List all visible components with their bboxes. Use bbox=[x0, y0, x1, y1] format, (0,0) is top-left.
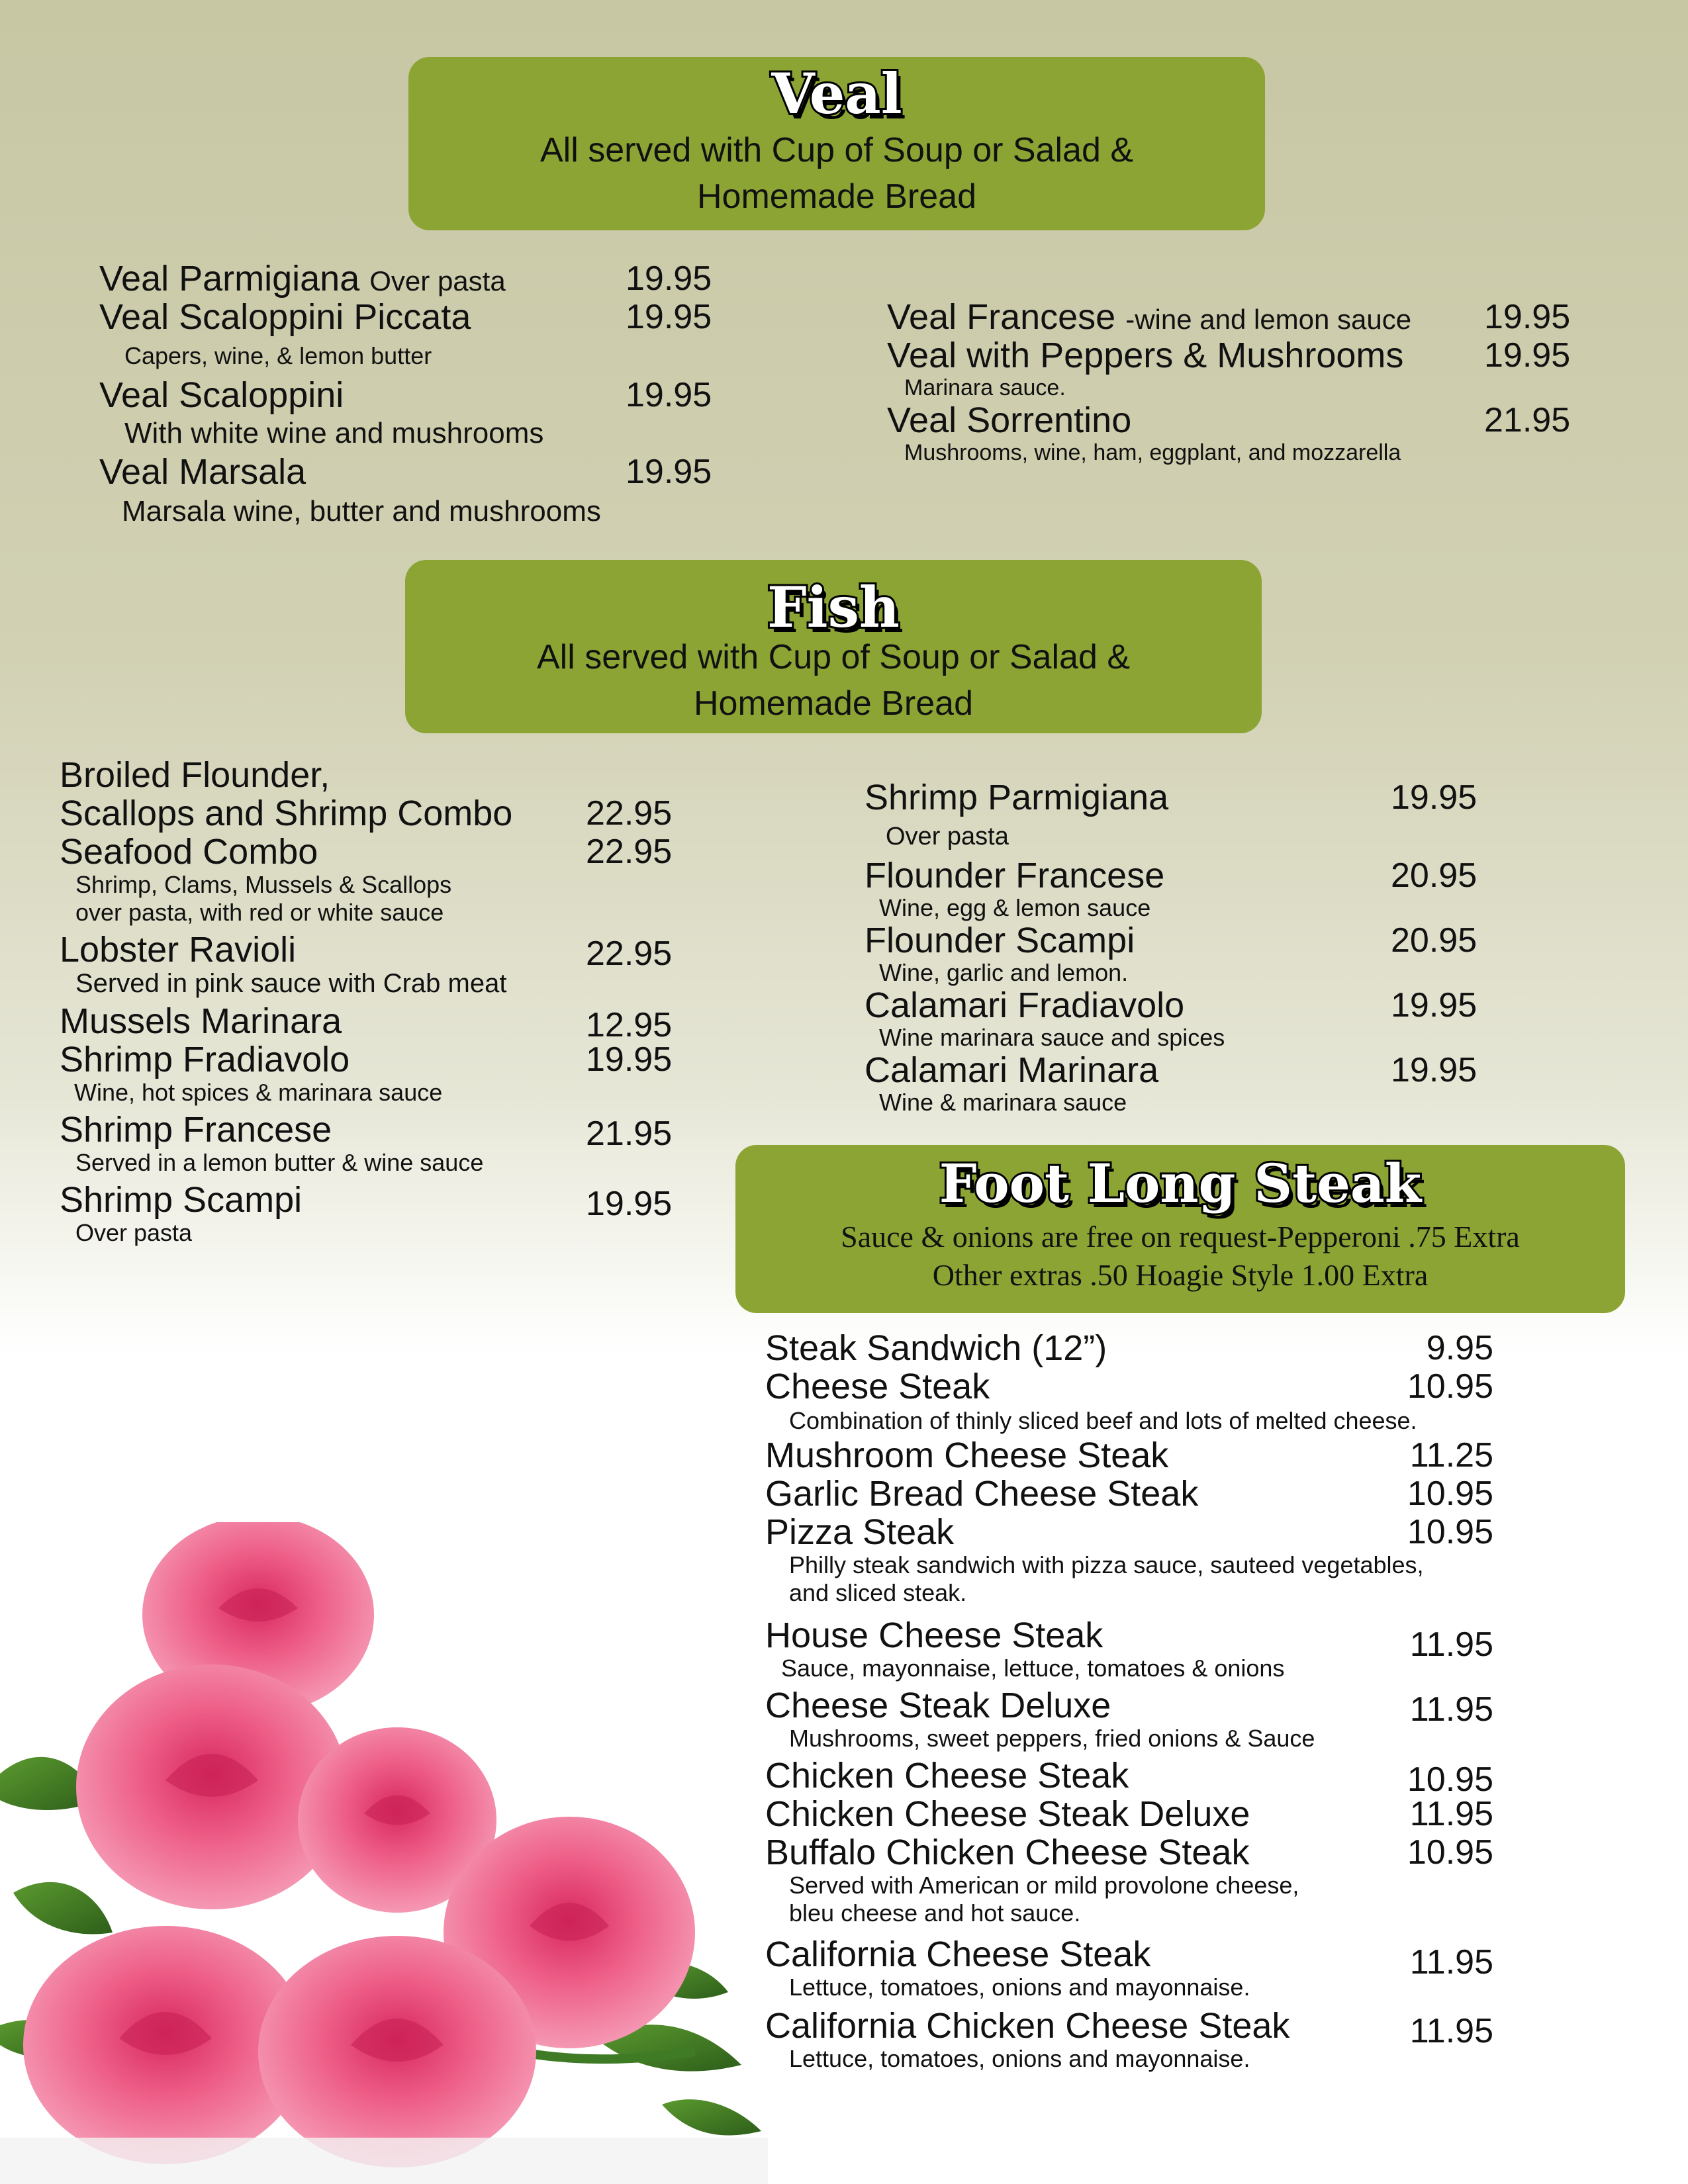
item-name: Chicken Cheese Steak Deluxe bbox=[765, 1794, 1250, 1834]
menu-item bbox=[60, 1111, 695, 1177]
item-price: 21.95 bbox=[586, 1115, 673, 1153]
item-description-line2: over pasta, with red or white sauce bbox=[75, 899, 444, 926]
menu-item bbox=[99, 376, 715, 453]
menu-item bbox=[765, 1756, 1533, 1799]
veal-section-title: Veal bbox=[771, 61, 902, 126]
item-name: Cheese Steak bbox=[765, 1367, 990, 1406]
menu-item bbox=[887, 336, 1575, 401]
item-description: Over pasta bbox=[886, 823, 1009, 850]
veal-subtitle-line1: All served with Cup of Soup or Salad & bbox=[539, 131, 1134, 169]
item-price: 22.95 bbox=[586, 934, 673, 973]
veal-subtitle-line2: Homemade Bread bbox=[697, 177, 976, 216]
item-price: 21.95 bbox=[1484, 401, 1571, 439]
item-name: Cheese Steak Deluxe bbox=[765, 1686, 1111, 1725]
reflection bbox=[0, 2138, 768, 2184]
menu-item bbox=[60, 1001, 695, 1044]
item-name: Lobster Ravioli bbox=[60, 930, 297, 970]
item-inline-note: Over pasta bbox=[369, 265, 506, 296]
item-description: Over pasta bbox=[75, 1219, 193, 1246]
item-description: Marinara sauce. bbox=[904, 375, 1066, 400]
menu-item bbox=[887, 401, 1575, 466]
item-price: 22.95 bbox=[586, 833, 673, 871]
item-description: Lettuce, tomatoes, onions and mayonnaise. bbox=[789, 2045, 1250, 2072]
item-name: Calamari Marinara bbox=[865, 1050, 1159, 1090]
item-description-line2: bleu cheese and hot sauce. bbox=[789, 1899, 1081, 1927]
item-description: Shrimp, Clams, Mussels & Scallops bbox=[75, 871, 452, 898]
menu-item bbox=[765, 1329, 1533, 1367]
item-name: Seafood Combo bbox=[60, 832, 318, 872]
item-price: 10.95 bbox=[1407, 1475, 1493, 1513]
menu-item bbox=[60, 931, 695, 998]
item-price: 19.95 bbox=[1391, 778, 1477, 817]
item-description: Wine & marinara sauce bbox=[879, 1089, 1127, 1116]
menu-item bbox=[99, 259, 715, 298]
item-description: Marsala wine, butter and mushrooms bbox=[122, 495, 601, 527]
menu-item bbox=[765, 1616, 1533, 1682]
fish-left-column bbox=[60, 756, 695, 1247]
item-name: Calamari Fradiavolo bbox=[865, 985, 1185, 1025]
veal-left-column bbox=[99, 259, 715, 532]
item-name bbox=[887, 297, 1411, 337]
item-price: 19.95 bbox=[1484, 336, 1571, 375]
pink-roses-illustration bbox=[0, 1522, 768, 2184]
item-price: 19.95 bbox=[626, 259, 712, 298]
item-price: 12.95 bbox=[586, 1006, 673, 1044]
menu-item bbox=[765, 1513, 1533, 1607]
steak-header-banner bbox=[735, 1145, 1625, 1313]
item-name-text: Veal Parmigiana bbox=[99, 259, 360, 298]
item-description: Sauce, mayonnaise, lettuce, tomatoes & onions bbox=[781, 1655, 1285, 1682]
item-name: Garlic Bread Cheese Steak bbox=[765, 1474, 1199, 1514]
item-description: Served in a lemon butter & wine sauce bbox=[75, 1149, 484, 1176]
menu-item bbox=[865, 778, 1487, 856]
item-price: 19.95 bbox=[626, 376, 712, 414]
item-name: Veal Scaloppini bbox=[99, 375, 344, 415]
item-price: 10.95 bbox=[1407, 1760, 1493, 1799]
item-description: Philly steak sandwich with pizza sauce, sauteed vegetables, bbox=[789, 1551, 1424, 1578]
item-price: 11.25 bbox=[1409, 1436, 1493, 1475]
item-name: Shrimp Fradiavolo bbox=[60, 1040, 350, 1079]
item-inline-note: -wine and lemon sauce bbox=[1125, 304, 1412, 335]
steak-section-title: Foot Long Steak bbox=[939, 1152, 1422, 1214]
item-description: Lettuce, tomatoes, onions and mayonnaise. bbox=[789, 1974, 1250, 2001]
item-price: 19.95 bbox=[626, 298, 712, 336]
item-name: Buffalo Chicken Cheese Steak bbox=[765, 1833, 1250, 1872]
steak-items-column bbox=[765, 1329, 1533, 2073]
item-price: 22.95 bbox=[586, 794, 673, 833]
steak-subtitle-line2: Other extras .50 Hoagie Style 1.00 Extra bbox=[932, 1258, 1429, 1292]
menu-item bbox=[765, 1436, 1533, 1475]
item-price: 19.95 bbox=[1391, 1051, 1477, 1089]
item-price: 19.95 bbox=[626, 453, 712, 491]
fish-right-column bbox=[865, 778, 1487, 1116]
menu-item bbox=[865, 1051, 1487, 1116]
item-name: Shrimp Scampi bbox=[60, 1180, 303, 1220]
menu-item bbox=[99, 298, 715, 376]
item-description: Wine marinara sauce and spices bbox=[879, 1024, 1225, 1051]
menu-item bbox=[765, 1833, 1533, 1927]
menu-item bbox=[765, 1935, 1533, 2001]
menu-item bbox=[865, 921, 1487, 986]
item-name: Shrimp Parmigiana bbox=[865, 778, 1169, 817]
veal-right-column bbox=[887, 298, 1575, 466]
item-name: Veal Marsala bbox=[99, 452, 306, 492]
item-description-line2: and sliced steak. bbox=[789, 1579, 967, 1606]
steak-subtitle-line1: Sauce & onions are free on request-Pepperoni .75 Extra bbox=[841, 1220, 1520, 1253]
item-price: 11.95 bbox=[1409, 1795, 1493, 1833]
fish-section-title: Fish bbox=[767, 574, 900, 640]
menu-item bbox=[765, 1795, 1533, 1833]
item-name bbox=[99, 259, 506, 298]
item-description: Served in pink sauce with Crab meat bbox=[75, 969, 507, 998]
menu-item bbox=[865, 856, 1487, 921]
item-price: 20.95 bbox=[1391, 856, 1477, 895]
item-description: With white wine and mushrooms bbox=[124, 417, 544, 449]
item-description: Wine, egg & lemon sauce bbox=[879, 894, 1151, 921]
menu-item bbox=[765, 1475, 1533, 1513]
item-description: Mushrooms, wine, ham, eggplant, and mozzarella bbox=[904, 440, 1401, 465]
item-name: Chicken Cheese Steak bbox=[765, 1756, 1129, 1796]
item-name: House Cheese Steak bbox=[765, 1615, 1103, 1655]
item-price: 10.95 bbox=[1407, 1367, 1493, 1406]
menu-item bbox=[99, 453, 715, 532]
roses bbox=[23, 1522, 695, 2167]
item-description: Served with American or mild provolone cheese, bbox=[789, 1872, 1299, 1899]
item-name: Veal Scaloppini Piccata bbox=[99, 297, 471, 337]
menu-item bbox=[765, 1686, 1533, 1752]
fish-subtitle-line2: Homemade Bread bbox=[694, 684, 973, 723]
menu-item bbox=[60, 1040, 695, 1107]
item-description: Capers, wine, & lemon butter bbox=[124, 342, 432, 369]
item-price: 19.95 bbox=[586, 1040, 673, 1079]
item-price: 19.95 bbox=[1391, 986, 1477, 1024]
item-price: 19.95 bbox=[1484, 298, 1571, 336]
item-price: 19.95 bbox=[586, 1185, 673, 1223]
menu-item bbox=[60, 833, 695, 927]
item-price: 11.95 bbox=[1409, 1690, 1493, 1729]
item-name: Flounder Francese bbox=[865, 856, 1165, 895]
item-name-text: Veal Francese bbox=[887, 297, 1116, 337]
item-price: 10.95 bbox=[1407, 1833, 1493, 1872]
item-price: 10.95 bbox=[1407, 1513, 1493, 1551]
item-name: Flounder Scampi bbox=[865, 921, 1135, 960]
item-description: Wine, garlic and lemon. bbox=[879, 959, 1129, 986]
item-name: Mushroom Cheese Steak bbox=[765, 1435, 1169, 1475]
item-name: California Chicken Cheese Steak bbox=[765, 2006, 1290, 2046]
item-price: 11.95 bbox=[1409, 2012, 1493, 2050]
item-name: Pizza Steak bbox=[765, 1512, 955, 1552]
item-price: 20.95 bbox=[1391, 921, 1477, 960]
menu-item bbox=[765, 2007, 1533, 2073]
item-price: 9.95 bbox=[1426, 1329, 1493, 1367]
item-description: Combination of thinly sliced beef and lots of melted cheese. bbox=[789, 1407, 1417, 1434]
item-description: Wine, hot spices & marinara sauce bbox=[74, 1079, 443, 1106]
menu-item bbox=[887, 298, 1575, 336]
menu-item bbox=[60, 756, 695, 833]
item-description: Mushrooms, sweet peppers, fried onions & Sauce bbox=[789, 1725, 1315, 1752]
item-price: 11.95 bbox=[1409, 1625, 1493, 1664]
item-name-line2: Scallops and Shrimp Combo bbox=[60, 794, 513, 833]
item-name: Veal Sorrentino bbox=[887, 400, 1132, 440]
item-name: Steak Sandwich (12”) bbox=[765, 1328, 1107, 1368]
menu-item bbox=[60, 1181, 695, 1247]
item-name: California Cheese Steak bbox=[765, 1934, 1151, 1974]
fish-header-banner bbox=[405, 560, 1262, 733]
veal-header-banner bbox=[408, 57, 1265, 230]
fish-subtitle-line1: All served with Cup of Soup or Salad & bbox=[536, 638, 1131, 676]
item-name: Veal with Peppers & Mushrooms bbox=[887, 336, 1404, 375]
menu-item bbox=[765, 1367, 1533, 1436]
item-name: Shrimp Francese bbox=[60, 1110, 332, 1150]
item-name: Broiled Flounder, bbox=[60, 755, 330, 795]
item-name: Mussels Marinara bbox=[60, 1001, 342, 1041]
menu-item bbox=[865, 986, 1487, 1051]
item-price: 11.95 bbox=[1409, 1943, 1493, 1981]
